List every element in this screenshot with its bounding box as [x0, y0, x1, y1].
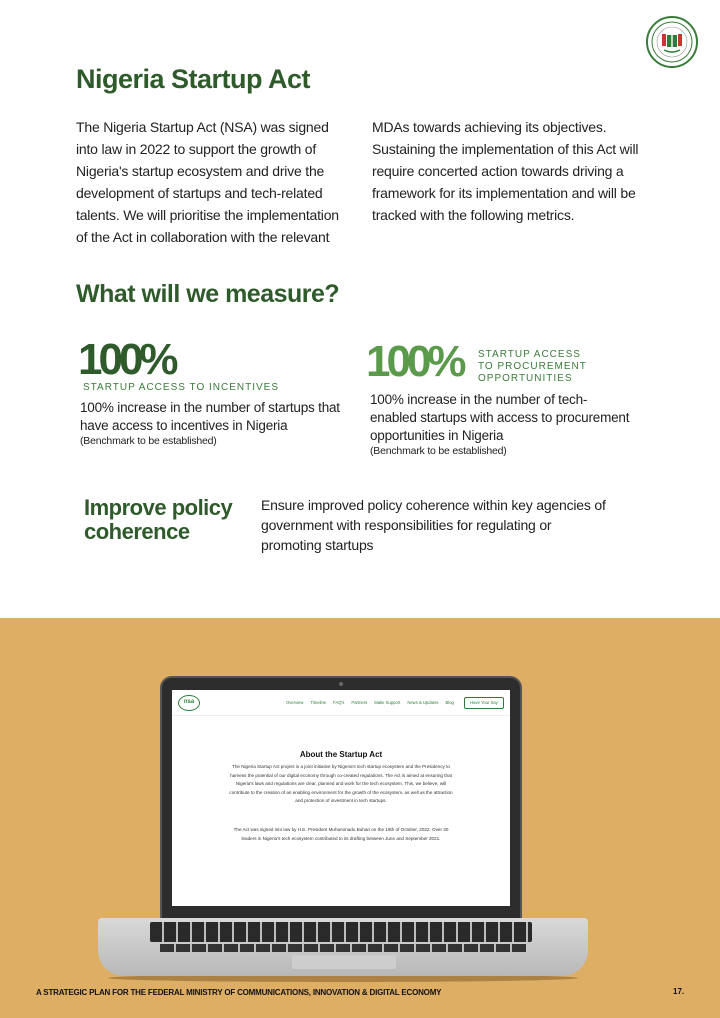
intro-paragraph-left: The Nigeria Startup Act (NSA) was signed into law in 2022 to support the growth of Nigeria's startup ecosystem and drive the development of startups and tech-related talents. We will prioritise the implementation of the Act in collaboration with the relevant: [76, 119, 339, 245]
metric-description-2: [370, 391, 630, 457]
laptop-keyboard-row: [160, 944, 526, 952]
nav-item[interactable]: Partners: [351, 700, 368, 705]
nav-item[interactable]: Overview: [286, 700, 304, 705]
metric-description-1: [80, 399, 350, 447]
metric-note-2: (Benchmark to be established): [370, 445, 507, 457]
metric-caption-1: STARTUP ACCESS TO INCENTIVES: [83, 382, 280, 393]
ministry-seal-icon: [646, 16, 698, 68]
policy-heading: Improve policy coherence: [84, 495, 233, 544]
intro-paragraph-right: MDAs towards achieving its objectives. Sustaining the implementation of this Act will require concerted action towards driving a framework for its implementation and will be tracked with the following metrics.: [372, 119, 639, 223]
nav-item[interactable]: News & Updates: [407, 700, 439, 705]
section-heading: What will we measure?: [76, 280, 340, 308]
have-your-say-button[interactable]: Have Your Say: [464, 697, 504, 709]
webcam-icon: [339, 682, 343, 686]
laptop-screen: [172, 690, 510, 906]
nav-links: [286, 700, 454, 705]
metric-caption-2: STARTUP ACCESS TO PROCUREMENT OPPORTUNITIES: [478, 349, 587, 384]
metric-note-1: (Benchmark to be established): [80, 435, 217, 447]
about-paragraph-2: The Act was signed into law by H.E. President Muhammadu Buhari on the 19th of October, 2022. Over 30 leaders in Nigeria's tech ecosystem contributed to its drafting between June and September 2021.: [233, 827, 449, 841]
page-number: 17.: [673, 987, 685, 996]
nsa-logo: nsa: [178, 695, 200, 711]
about-title: About the Startup Act: [299, 750, 383, 759]
website-nav: [172, 690, 510, 716]
nav-item[interactable]: FAQ's: [333, 700, 345, 705]
nav-item[interactable]: Blog: [445, 700, 454, 705]
footer-text: A STRATEGIC PLAN FOR THE FEDERAL MINISTRY OF COMMUNICATIONS, INNOVATION & DIGITAL ECONOMY: [36, 988, 442, 997]
laptop-trackpad: [292, 955, 396, 969]
metric-value-1: 100%: [78, 335, 175, 384]
metric-value-2: 100%: [366, 337, 463, 386]
page-title: Nigeria Startup Act: [76, 64, 311, 94]
nav-item[interactable]: Timeline: [310, 700, 327, 705]
laptop-keyboard: [150, 922, 532, 942]
metric-text-2: 100% increase in the number of tech-enabled startups with access to procurement opportunities in Nigeria: [370, 392, 630, 443]
about-paragraph-1: The Nigeria Startup Act project is a joint initiative by Nigeria's tech startup ecosystem and the Presidency to harness the potential of our digital economy through co-created regulations. The Act is aimed at ensuring that Nigeria's laws and regulations are clear, planned and work for the tech ecosystem. This, we believe, will contribute to the creation of an enabling environment for the growth of the ecosystem, as well as the attraction and protection of investment in tech startups.: [229, 764, 453, 804]
policy-text: Ensure improved policy coherence within key agencies of government with responsibilities for regulating or promoting startups: [261, 497, 606, 553]
metric-text-1: 100% increase in the number of startups that have access to incentives in Nigeria: [80, 400, 340, 433]
nav-item[interactable]: Make Support: [374, 700, 401, 705]
